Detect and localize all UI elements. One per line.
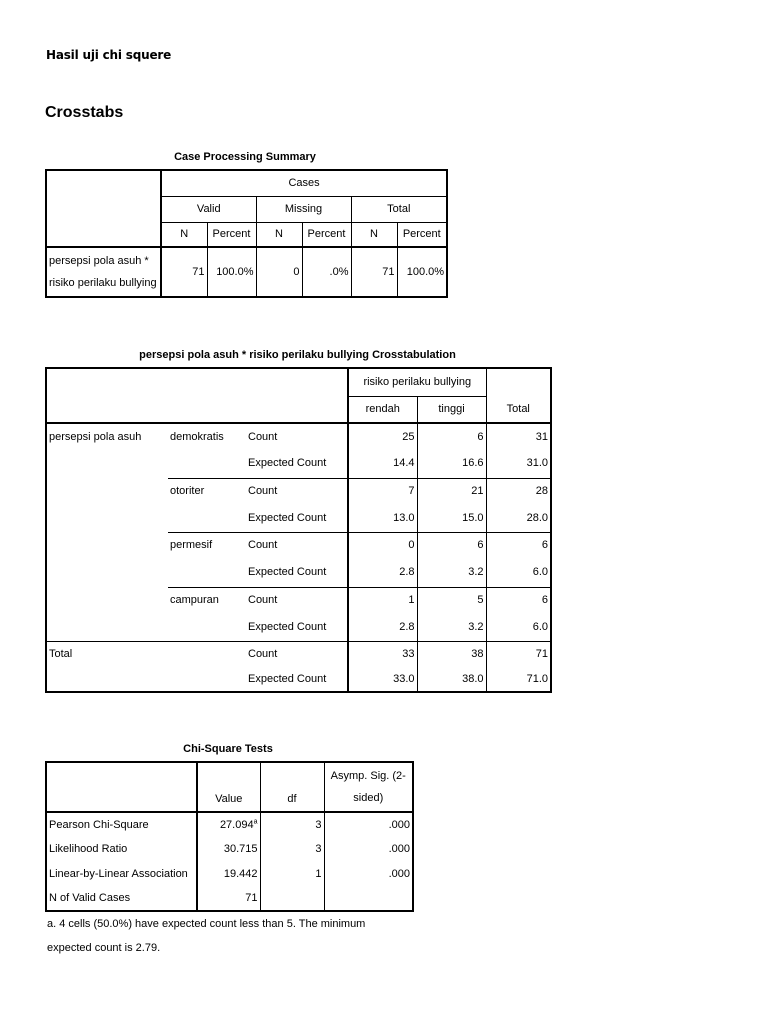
cell-value: 28.0 xyxy=(486,505,551,532)
test-value: 30.715 xyxy=(197,837,260,862)
test-label: N of Valid Cases xyxy=(46,886,197,911)
cell-value: 25 xyxy=(348,423,417,450)
test-value: 71 xyxy=(197,886,260,911)
test-df: 1 xyxy=(260,862,324,886)
document-heading: Hasil uji chi squere xyxy=(46,48,172,62)
missing-percent-value: .0% xyxy=(302,247,351,297)
expected-label: Expected Count xyxy=(246,450,348,478)
count-label: Count xyxy=(246,478,348,505)
test-sig: .000 xyxy=(324,837,413,862)
crosstab-title: persepsi pola asuh * risiko perilaku bullying Crosstabulation xyxy=(139,349,456,361)
case-summary-table xyxy=(45,169,448,298)
test-df xyxy=(260,886,324,911)
row-label-line2: risiko perilaku bullying xyxy=(49,277,157,289)
cell-value: 33 xyxy=(348,641,417,667)
corner-cell xyxy=(46,368,348,423)
empty-cell xyxy=(168,559,246,587)
cases-header: Cases xyxy=(161,170,447,196)
cell-value: 31.0 xyxy=(486,450,551,478)
corner-cell xyxy=(46,762,197,812)
total-header: Total xyxy=(351,196,447,222)
subheader-n: N xyxy=(351,222,397,247)
test-label: Pearson Chi-Square xyxy=(46,812,197,837)
cell-value: 3.2 xyxy=(417,559,486,587)
cell-value: 31 xyxy=(486,423,551,450)
total-row-label: Total xyxy=(46,641,246,667)
cell-value: 14.4 xyxy=(348,450,417,478)
valid-percent-value: 100.0% xyxy=(207,247,256,297)
test-sig xyxy=(324,886,413,911)
cell-value: 71 xyxy=(486,641,551,667)
cell-value: 6 xyxy=(486,532,551,559)
empty-cell xyxy=(46,478,168,505)
test-label: Likelihood Ratio xyxy=(46,837,197,862)
cell-value: 6 xyxy=(417,423,486,450)
expected-label: Expected Count xyxy=(246,505,348,532)
cell-value: 28 xyxy=(486,478,551,505)
test-value xyxy=(197,812,260,837)
empty-cell xyxy=(46,587,168,614)
missing-header: Missing xyxy=(256,196,351,222)
empty-cell xyxy=(168,450,246,478)
count-label: Count xyxy=(246,641,348,667)
cell-value: 6.0 xyxy=(486,559,551,587)
sig-header xyxy=(324,762,413,812)
category-label: permesif xyxy=(170,539,213,552)
expected-label: Expected Count xyxy=(246,614,348,641)
col-header-rendah: rendah xyxy=(348,396,417,423)
section-title: Crosstabs xyxy=(45,104,124,121)
cell-value: 21 xyxy=(417,478,486,505)
case-summary-title: Case Processing Summary xyxy=(174,151,316,163)
test-df: 3 xyxy=(260,812,324,837)
missing-n-value: 0 xyxy=(256,247,302,297)
col-group-header: risiko perilaku bullying xyxy=(348,368,486,396)
cell-value: 5 xyxy=(417,587,486,614)
category-label: demokratis xyxy=(170,430,224,443)
cell-value: 16.6 xyxy=(417,450,486,478)
cell-value: 6 xyxy=(417,532,486,559)
empty-cell xyxy=(46,505,168,532)
expected-label: Expected Count xyxy=(246,667,348,692)
expected-label: Expected Count xyxy=(246,559,348,587)
subheader-n: N xyxy=(161,222,207,247)
valid-header: Valid xyxy=(161,196,256,222)
empty-cell xyxy=(46,450,168,478)
count-label: Count xyxy=(246,532,348,559)
empty-cell xyxy=(46,532,168,559)
subheader-percent: Percent xyxy=(207,222,256,247)
cell-value: 2.8 xyxy=(348,614,417,641)
sig-header-line1: Asymp. Sig. (2- xyxy=(330,770,406,782)
cell-value: 3.2 xyxy=(417,614,486,641)
footnote-marker: a xyxy=(253,817,258,825)
chi-square-footnote xyxy=(47,912,365,960)
value-header: Value xyxy=(197,762,260,812)
footnote-line2: expected count is 2.79. xyxy=(47,942,161,954)
df-header: df xyxy=(260,762,324,812)
category-label: otoriter xyxy=(170,485,205,498)
corner-cell xyxy=(46,170,161,247)
empty-cell xyxy=(168,614,246,641)
test-df: 3 xyxy=(260,837,324,862)
subheader-n: N xyxy=(256,222,302,247)
cell-value: 1 xyxy=(348,587,417,614)
total-n-value: 71 xyxy=(351,247,397,297)
test-sig: .000 xyxy=(324,812,413,837)
row-var-label: persepsi pola asuh xyxy=(46,423,168,450)
cell-value: 0 xyxy=(348,532,417,559)
total-percent-value: 100.0% xyxy=(397,247,447,297)
valid-n-value: 71 xyxy=(161,247,207,297)
empty-cell xyxy=(46,667,246,692)
chi-square-title: Chi-Square Tests xyxy=(183,743,273,755)
category-label: campuran xyxy=(170,594,219,607)
subheader-percent: Percent xyxy=(397,222,447,247)
cell-value: 38 xyxy=(417,641,486,667)
count-label: Count xyxy=(246,423,348,450)
empty-cell xyxy=(46,559,168,587)
empty-cell xyxy=(168,505,246,532)
count-label: Count xyxy=(246,587,348,614)
cell-value: 38.0 xyxy=(417,667,486,692)
row-label-line1: persepsi pola asuh * xyxy=(49,255,149,267)
test-value-number: 27.094 xyxy=(219,818,254,831)
empty-cell xyxy=(46,614,168,641)
col-header-total: Total xyxy=(486,368,551,423)
cell-value: 13.0 xyxy=(348,505,417,532)
test-value: 19.442 xyxy=(197,862,260,886)
footnote-line1: a. 4 cells (50.0%) have expected count less than 5. The minimum xyxy=(47,918,366,930)
test-label: Linear-by-Linear Association xyxy=(46,862,197,886)
cell-value: 2.8 xyxy=(348,559,417,587)
subheader-percent: Percent xyxy=(302,222,351,247)
test-sig: .000 xyxy=(324,862,413,886)
cell-value: 15.0 xyxy=(417,505,486,532)
cell-value: 6 xyxy=(486,587,551,614)
row-label xyxy=(46,247,161,297)
sig-header-line2: sided) xyxy=(353,792,384,804)
crosstab-table xyxy=(45,367,552,693)
cell-value: 33.0 xyxy=(348,667,417,692)
cell-value: 71.0 xyxy=(486,667,551,692)
col-header-tinggi: tinggi xyxy=(417,396,486,423)
cell-value: 7 xyxy=(348,478,417,505)
cell-value: 6.0 xyxy=(486,614,551,641)
chi-square-table xyxy=(45,761,414,912)
